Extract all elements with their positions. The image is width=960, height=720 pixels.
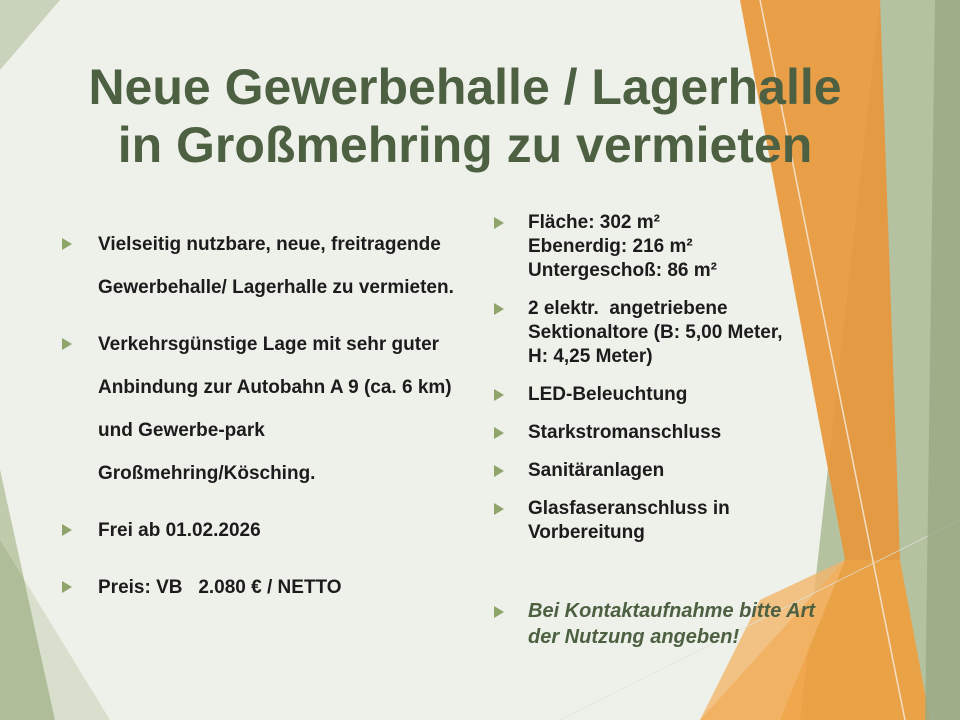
list-item — [60, 566, 470, 609]
list-item-line: H: 4,25 Meter) — [528, 346, 653, 367]
contact-note-text — [528, 598, 912, 650]
triangle-bullet-icon — [62, 338, 72, 350]
list-item — [60, 223, 470, 309]
list-item-text: Verkehrsgünstige Lage mit sehr guter Anbindung zur Autobahn A 9 (ca. 6 km) und Gewerbe-park Großmehring/Kösching. — [98, 334, 452, 484]
right-bullet-list — [492, 211, 862, 559]
left-bullet-list — [60, 223, 470, 623]
list-item-line: 2 elektr. angetriebene — [528, 298, 728, 319]
contact-note — [492, 598, 912, 650]
triangle-bullet-icon — [494, 427, 504, 439]
list-item-text: Frei ab 01.02.2026 — [98, 520, 261, 541]
list-item-line: Sanitäranlagen — [528, 460, 665, 481]
triangle-bullet-icon — [494, 465, 504, 477]
triangle-bullet-icon — [494, 303, 504, 315]
list-item-line: Fläche: 302 m² — [528, 212, 660, 233]
list-item-text: Preis: VB 2.080 € / NETTO — [98, 577, 342, 598]
triangle-bullet-icon — [494, 389, 504, 401]
title-line-2: in Großmehring zu vermieten — [117, 117, 813, 173]
contact-line-1: Bei Kontaktaufnahme bitte Art — [528, 600, 816, 622]
list-item — [60, 323, 470, 495]
triangle-bullet-icon — [494, 606, 504, 618]
list-item-line: Vorbereitung — [528, 522, 645, 543]
triangle-bullet-icon — [494, 503, 504, 515]
triangle-bullet-icon — [62, 238, 72, 250]
page-title — [0, 58, 930, 174]
list-item — [492, 497, 862, 545]
list-item-line: Untergeschoß: 86 m² — [528, 260, 717, 281]
title-line-1: Neue Gewerbehalle / Lagerhalle — [88, 59, 842, 115]
list-item-line: Glasfaseranschluss in — [528, 498, 730, 519]
list-item-text: Vielseitig nutzbare, neue, freitragende Gewerbehalle/ Lagerhalle zu vermieten. — [98, 234, 454, 298]
list-item-line: Ebenerdig: 216 m² — [528, 236, 693, 257]
list-item — [60, 509, 470, 552]
list-item-line: LED-Beleuchtung — [528, 384, 688, 405]
triangle-bullet-icon — [62, 581, 72, 593]
list-item-line: Sektionaltore (B: 5,00 Meter, — [528, 322, 783, 343]
contact-line-2: der Nutzung angeben! — [528, 626, 740, 648]
list-item-line: Starkstromanschluss — [528, 422, 722, 443]
list-item — [492, 421, 862, 445]
list-item — [492, 211, 862, 283]
list-item — [492, 383, 862, 407]
triangle-bullet-icon — [62, 524, 72, 536]
triangle-bullet-icon — [494, 217, 504, 229]
list-item — [492, 297, 862, 369]
list-item — [492, 459, 862, 483]
